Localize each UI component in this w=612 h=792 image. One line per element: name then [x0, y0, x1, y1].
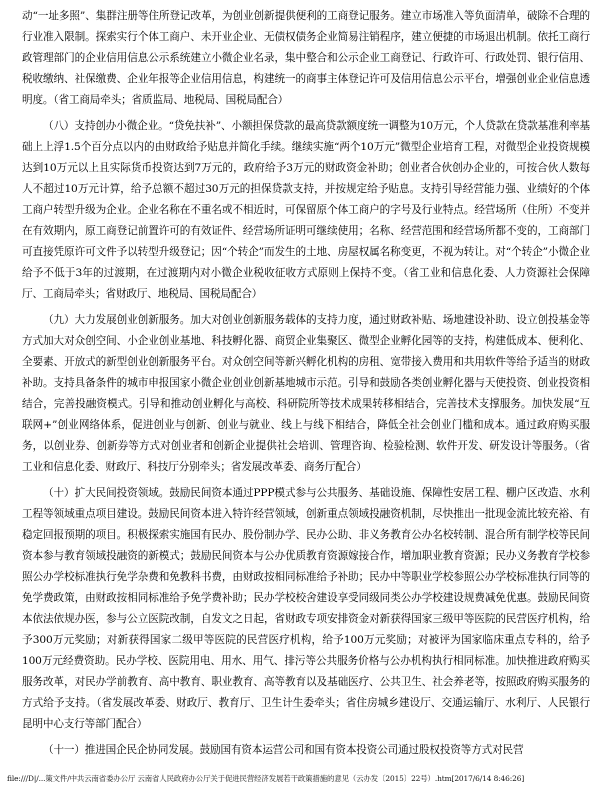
paragraph-section-nine: （九）大力发展创业创新服务。加大对创业创新服务载体的支持力度，通过财政补贴、场地建设补助、设立创投基金等方式加大对众创空间、小企业创业基地、科技孵化器、商贸企业集聚区、微型企业孵化园等的支持，构建低成本、便利化、全要素、开放式的新型创业创新服务平台。对众创空间等新兴孵化机构的房租、宽带接入费用和共用软件等给予适当的财政补助。支持具备条件的城市申报国家小微企业创业创新基地城市示范。引导和鼓励各类创业孵化器与天使投资、创业投资相结合，完善投融资模式。引导和推动创业孵化与高校、科研院所等技术成果转移相结合，完善技术支撑服务。加快发展“互联网+”创业网络体系，促进创业与创新、创业与就业、线上与线下相结合，降低全社会创业门槛和成本。通过政府购买服务，以创业券、创新券等方式对创业者和创新企业提供社会培训、管理咨询、检验检测、软件开发、研发设计等服务。（省工业和信息化委、财政厅、科技厅分别牵头；省发展改革委、商务厅配合） — [22, 314, 590, 473]
paragraph-section-eleven: （十一）推进国企民企协同发展。鼓励国有资本运营公司和国有资本投资公司通过股权投资等方式对民营 — [43, 744, 524, 756]
paragraph-continuation: 动“一址多照”、集群注册等住所登记改革，为创业创新提供便利的工商登记服务。建立市场准入等负面清单，破除不合理的行业准入限制。探索实行个体工商户、未开业企业、无债权债务企业简易注销程序，建立便捷的市场退出机制。依托工商行政管理部门的企业信用信息公示系统建立小微企业名录，集中整合和公示企业工商登记、行政许可、行政处罚、银行信用、税收缴纳、社保缴费、企业年报等企业信用信息，构建统一的商事主体登记许可及信用信息公示平台，增强创业企业信息透明度。（省工商局牵头；省质监局、地税局、国税局配合） — [22, 10, 590, 106]
page-footer-url: file:///D|/...策文件/中共云南省委办公厅 云南省人民政府办公厅关于促进民营经济发展若干政策措施的意见（云办发〔2015〕22号）.htm[2017/6/14 8:46:26] — [7, 774, 525, 783]
paragraph-section-ten: （十）扩大民间投资领域。鼓励民间资本通过PPP模式参与公共服务、基础设施、保障性安居工程、棚户区改造、水利工程等领域重点项目建设。鼓励民间资本进入特许经营领域，创新重点领域投融资机制，尽快推出一批现金流比较充裕、有稳定回报预期的项目。积极探索实施国有民办、股份制办学、民办公助、非义务教育公办名校转制、混合所有制学校等民间资本参与教育领域投融资的新模式；鼓励民间资本与公办优质教育资源嫁接合作，增加职业教育资源；民办义务教育学校参照公办学校标准执行免学杂费和免教科书费，由财政按相同标准给予补助；民办中等职业学校参照公办学校标准执行同等的免学费政策，由财政按相同标准给予免学费补助；民办学校校舍建设享受同级同类公办学校建设规费减免优惠。鼓励民间资本依法依规办医，参与公立医院改制，自发文之日起，省财政专项安排资金对新获得国家三级甲等医院的民营医疗机构，给予300万元奖励；对新获得国家二级甲等医院的民营医疗机构，给予100万元奖励；对被评为国家临床重点专科的，给予100万元经费资助。民办学校、医院用电、用水、用气、排污等公共服务价格与公办机构执行相同标准。加快推进政府购买服务改革，对民办学前教育、高中教育、职业教育、高等教育以及基础医疗、公共卫生、社会养老等，按照政府购买服务的方式给予支持。（省发展改革委、财政厅、教育厅、卫生计生委牵头；省住房城乡建设厅、交通运输厅、水利厅、人民银行昆明中心支行等部门配合） — [22, 487, 590, 730]
document-body — [22, 6, 590, 761]
paragraph-section-eight: （八）支持创办小微企业。“贷免扶补”、小额担保贷款的最高贷款额度统一调整为10万元，个人贷款在贷款基准利率基础上上浮1.5个百分点以内的由财政给予贴息并简化手续。继续实施“两个10万元”微型企业培育工程，对微型企业投资规模达到10万元以上且实际货币投资达到7万元的，政府给予3万元的财政资金补助；创业者合伙创办企业的，可按合伙人数每人不超过10万元计算，给予总额不超过30万元的担保贷款支持，并按规定给予贴息。支持引导经营能力强、业绩好的个体工商户转型升级为企业。企业名称在不重名或不相近时，可保留原个体工商户的字号及行业特点。经营场所（住所）不变并在有效期内，原工商登记前置许可的有效证件、经营场所证明可继续使用；名称、经营范围和经营场所都不变的，工商部门可直接凭原许可文件予以转型升级登记；因“个转企”而发生的土地、房屋权属名称变更，不视为转让。对“个转企”小微企业给予不低于3年的过渡期，在过渡期内对小微企业税收征收方式原则上保持不变。（省工业和信息化委、人力资源社会保障厅、工商局牵头；省财政厅、地税局、国税局配合） — [22, 120, 590, 300]
